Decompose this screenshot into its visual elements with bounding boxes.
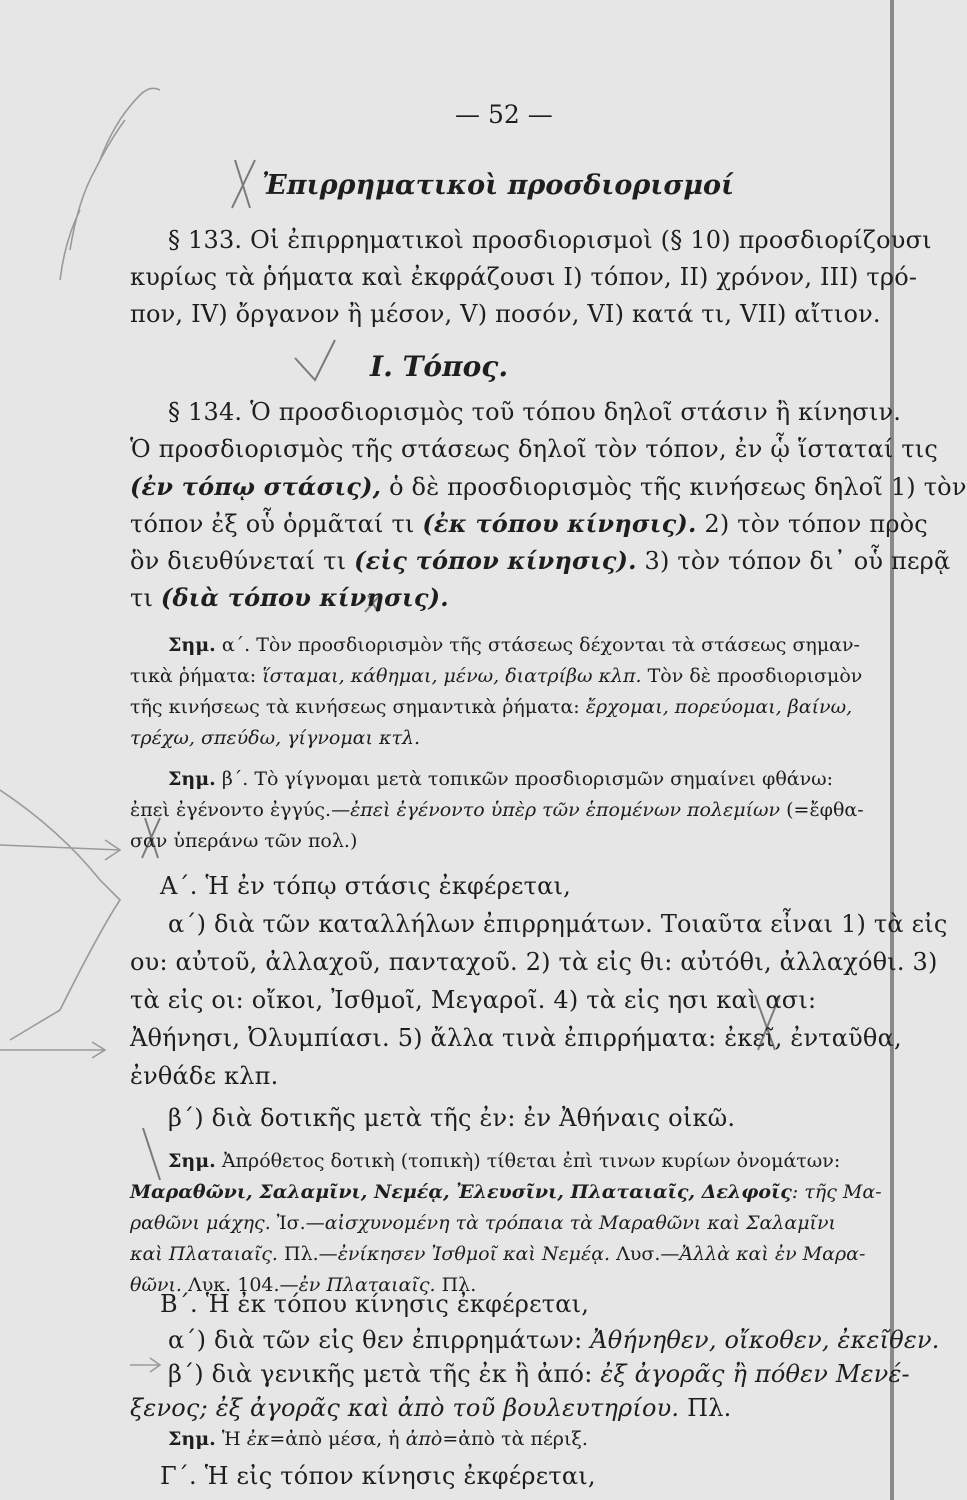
italic-span: Ἀθήνηθεν, οἴκοθεν, ἐκεῖθεν. <box>590 1326 940 1354</box>
s133-line: πον, IV) ὄργανον ἢ μέσον, V) ποσόν, VI) κατά τι, VII) αἴτιον. <box>130 300 881 328</box>
text-span: Πλ.— <box>277 1243 338 1265</box>
section-b-line <box>130 1394 731 1422</box>
text-span: τι <box>130 584 161 612</box>
text-span: 3) τὸν τόπον δι᾽ οὗ περᾷ <box>636 547 951 575</box>
section-c-heading: Γ΄. Ἡ εἰς τόπον κίνησις ἐκφέρεται, <box>160 1462 596 1490</box>
italic-span: ἀπὸ <box>405 1428 443 1450</box>
note-label: Σημ. <box>168 1428 216 1450</box>
text-span: (=ἔφθα- <box>780 799 864 821</box>
term-bold: (ἐν τόπῳ στάσις), <box>130 472 382 501</box>
text-span: Λυκ. 104.— <box>181 1274 299 1296</box>
text-span: ὁ δὲ προσδιορισμὸς τῆς κινήσεως δηλοῖ 1) τὸν <box>381 473 967 501</box>
s134-line: Ὁ προσδιορισμὸς τῆς στάσεως δηλοῖ τὸν τόπον, ἐν ᾧ ἵσταταί τις <box>130 435 939 463</box>
italic-span: θῶνι. <box>130 1274 182 1296</box>
note-label: Σημ. <box>168 634 216 656</box>
note-label: Σημ. <box>168 768 216 790</box>
tick-mark <box>295 340 335 380</box>
note-b-line <box>130 799 864 821</box>
section-b-line <box>168 1360 910 1388</box>
note-a-line <box>130 696 852 718</box>
margin-arrow-mark-3 <box>130 1358 160 1372</box>
note-a-line: τρέχω, σπεύδω, γίγνομαι κτλ. <box>130 727 421 749</box>
text-span: α΄. Τὸν προσδιορισμὸν τῆς στάσεως δέχονται τὰ στάσεως σημαν- <box>215 634 860 656</box>
text-span: τικὰ ῥήματα: <box>130 665 263 687</box>
check-x-mark-5 <box>143 1128 160 1180</box>
text-span: τῆς κινήσεως τὰ κινήσεως σημαντικὰ ῥήματα: <box>130 696 586 718</box>
italic-span: Ἀλλὰ καὶ ἐν Μαρα- <box>679 1243 866 1265</box>
s134-line <box>130 546 950 575</box>
term-bold: (διὰ τόπου κίνησις). <box>160 583 449 612</box>
section-b-heading: Β΄. Ἡ ἐκ τόπου κίνησις ἐκφέρεται, <box>160 1290 590 1318</box>
text-span: τόπον ἐξ οὗ ὁρμᾶταί τι <box>130 510 423 538</box>
section-a-line: ἐνθάδε κλπ. <box>130 1062 279 1090</box>
text-span: β΄. Τὸ γίγνομαι μετὰ τοπικῶν προσδιορισμῶν σημαίνει φθάνω: <box>215 768 834 790</box>
section-b-line <box>168 1326 940 1354</box>
section-a-line: ου: αὐτοῦ, ἀλλαχοῦ, πανταχοῦ. 2) τὰ εἰς θι: αὐτόθι, ἀλλαχόθι. 3) <box>130 948 938 976</box>
note-label: Σημ. <box>168 1150 216 1172</box>
text-span: β΄) διὰ γενικῆς μετὰ τῆς ἐκ ἢ ἀπό: <box>168 1360 601 1388</box>
s133-line: § 133. Οἱ ἐπιρρηματικοὶ προσδιορισμοὶ (§ 10) προσδιορίζουσι <box>168 226 932 254</box>
margin-bracket-mark <box>0 790 120 1040</box>
note-c-line <box>168 1150 840 1172</box>
check-x-mark <box>232 160 255 208</box>
margin-arrow-mark <box>0 840 120 860</box>
s134-line <box>130 583 449 612</box>
text-span: ὃν διευθύνεταί τι <box>130 547 355 575</box>
margin-arrow-mark-2 <box>0 1042 105 1058</box>
text-span: Πλ. <box>435 1274 477 1296</box>
section-a-line: τὰ εἰς οι: οἴκοι, Ἰσθμοῖ, Μεγαροῖ. 4) τὰ εἰς ησι καὶ ασι: <box>130 986 817 1014</box>
section-a-line: α΄) διὰ τῶν καταλλήλων ἐπιρρημάτων. Τοιαῦτα εἶναι 1) τὰ εἰς <box>168 910 948 938</box>
text-span: 2) τὸν τόπον πρὸς <box>696 510 928 538</box>
italic-span: καὶ Πλαταιαῖς. <box>130 1243 278 1265</box>
margin-scribble-mark <box>60 120 125 280</box>
text-span: Πλ. <box>679 1394 732 1422</box>
text-span: Ἰσ.— <box>270 1212 325 1234</box>
italic-span: ἔρχομαι, πορεύομαι, βαίνω, <box>585 696 853 718</box>
note-b-line <box>168 768 833 790</box>
term-bold: (ἐκ τόπου κίνησις). <box>422 509 697 538</box>
text-span: Ἡ <box>215 1428 247 1450</box>
section-a-heading: Α΄. Ἡ ἐν τόπῳ στάσις ἐκφέρεται, <box>160 872 571 900</box>
s134-line <box>130 509 928 538</box>
note-c-line <box>130 1181 882 1203</box>
italic-span: ἐν Πλαταιαῖς. <box>298 1274 436 1296</box>
text-span: =ἀπὸ τὰ πέριξ. <box>442 1428 588 1450</box>
note-c-line <box>130 1243 865 1265</box>
italic-span: ξενος; ἐξ ἀγορᾶς καὶ ἀπὸ τοῦ βουλευτηρίου. <box>130 1394 680 1422</box>
italic-span: αἰσχυνομένη τὰ τρόπαια τὰ Μαραθῶνι καὶ Σαλαμῖνι <box>324 1212 836 1234</box>
section-heading: Ἐπιρρηματικοὶ προσδιορισμοί <box>262 170 735 201</box>
note-d-line <box>168 1428 588 1450</box>
page-number: — 52 — <box>455 100 553 129</box>
italic-span: ἐξ ἀγορᾶς ἢ πόθεν Μενέ- <box>600 1360 910 1388</box>
note-b-line: σαν ὑπεράνω τῶν πολ.) <box>130 830 358 852</box>
italic-span: : τῆς Μα- <box>791 1181 882 1203</box>
margin-scribble-mark-2 <box>100 88 160 160</box>
italic-span: ραθῶνι μάχης. <box>130 1212 271 1234</box>
italic-span: ἐπεὶ ἐγένοντο ὑπὲρ τῶν ἑπομένων πολεμίων <box>350 799 781 821</box>
text-span: =ἀπὸ μέσα, ἡ <box>269 1428 406 1450</box>
term-bold: Μαραθῶνι, Σαλαμῖνι, Νεμέᾳ, Ἐλευσῖνι, Πλαταιαῖς, Δελφοῖς <box>130 1181 792 1203</box>
text-span: Ἀπρόθετος δοτικὴ (τοπικὴ) τίθεται ἐπὶ τινων κυρίων ὀνομάτων: <box>215 1150 841 1172</box>
term-bold: (εἰς τόπον κίνησις). <box>354 546 637 575</box>
note-a-line <box>130 665 862 687</box>
note-a-line <box>168 634 860 656</box>
italic-span: ἐνίκησεν Ἰσθμοῖ καὶ Νεμέᾳ. <box>337 1243 611 1265</box>
s133-line: κυρίως τὰ ῥήματα καὶ ἐκφράζουσι I) τόπον, II) χρόνον, III) τρό- <box>130 263 918 291</box>
section-a-line: Ἀθήνησι, Ὀλυμπίασι. 5) ἄλλα τινὰ ἐπιρρήματα: ἐκεῖ, ἐνταῦθα, <box>130 1024 902 1052</box>
s134-line <box>130 472 967 501</box>
subsection-heading: I. Τόπος. <box>370 350 509 383</box>
text-span: Τὸν δὲ προσδιορισμὸν <box>641 665 863 687</box>
text-span: ἐπεὶ ἐγένοντο ἐγγύς.— <box>130 799 351 821</box>
section-a-line: β΄) διὰ δοτικῆς μετὰ τῆς ἐν: ἐν Ἀθήναις οἰκῶ. <box>168 1104 736 1132</box>
s134-line: § 134. Ὁ προσδιορισμὸς τοῦ τόπου δηλοῖ στάσιν ἢ κίνησιν. <box>168 398 902 426</box>
italic-span: ἐκ <box>246 1428 270 1450</box>
text-span: Λυσ.— <box>610 1243 680 1265</box>
note-c-line <box>130 1212 836 1234</box>
text-span: α΄) διὰ τῶν εἰς θεν ἐπιρρημάτων: <box>168 1326 591 1354</box>
italic-span: ἵσταμαι, κάθημαι, μένω, διατρίβω κλπ. <box>262 665 642 687</box>
